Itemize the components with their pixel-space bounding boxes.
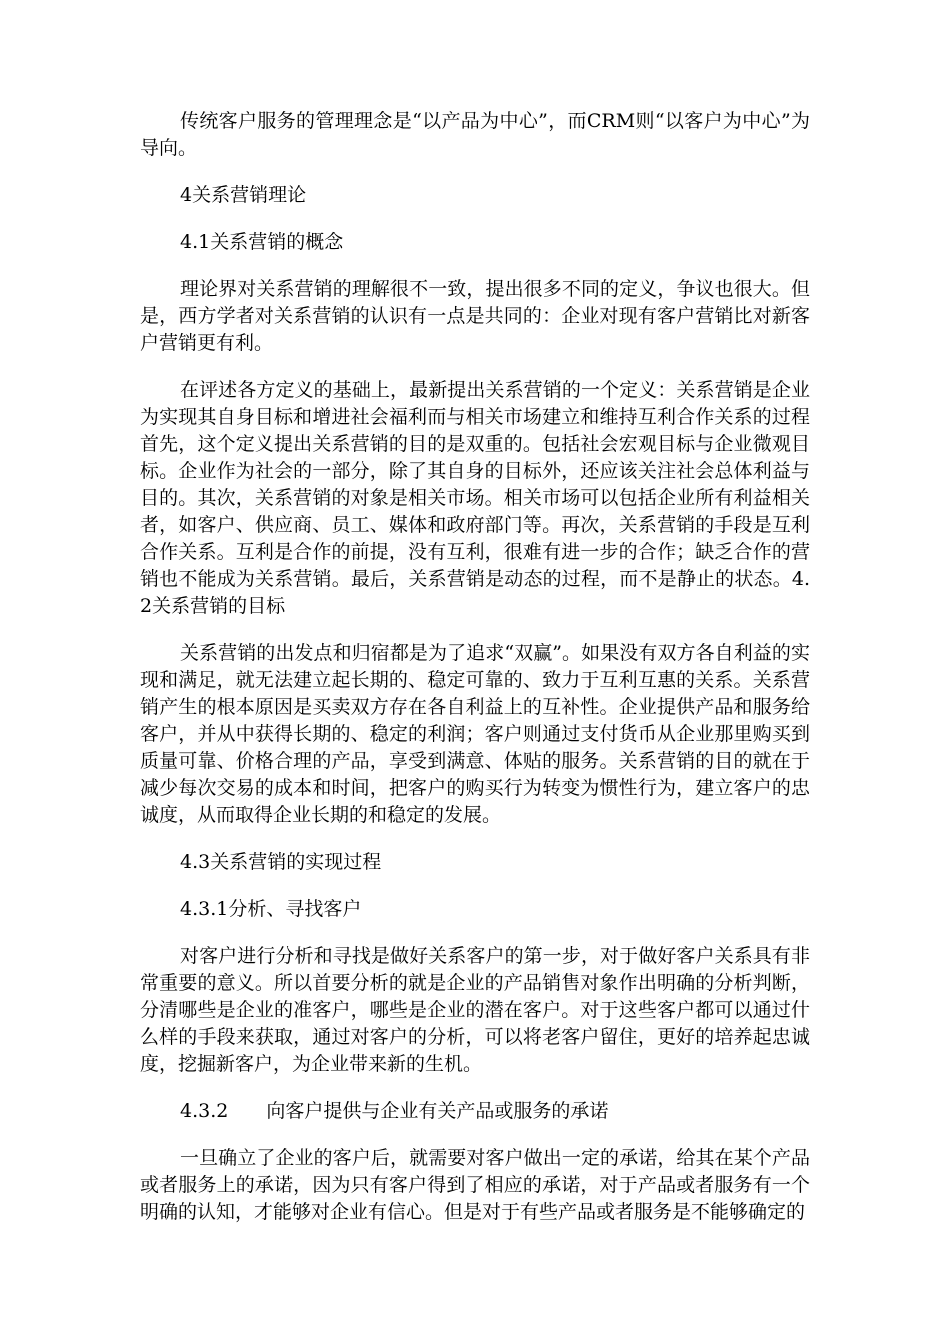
paragraph-win-win: 关系营销的出发点和归宿都是为了追求“双赢”。如果没有双方各自利益的实现和满足，就无法建立起长期的、稳定可靠的、致力于互利互惠的关系。关系营销产生的根本原因是买卖双方存在各自利益上的互补性。企业提供产品和服务给客户，并从中获得长期的、稳定的利润；客户则通过支付货币从企业那里购买到质量可靠、价格合理的产品，享受到满意、体贴的服务。关系营销的目的就在于减少每次交易的成本和时间，把客户的购买行为转变为惯性行为，建立客户的忠诚度，从而取得企业长期的和稳定的发展。 [140,642,810,826]
section-heading-4-1: 4.1关系营销的概念 [180,231,344,253]
section-heading-4-3-1: 4.3.1分析、寻找客户 [180,898,362,920]
section-heading-4: 4关系营销理论 [180,184,307,206]
paragraph-analyze-customers: 对客户进行分析和寻找是做好关系客户的第一步，对于做好客户关系具有非常重要的意义。所以首要分析的就是企业的产品销售对象作出明确的分析判断，分清哪些是企业的准客户，哪些是企业的潜在客户。对于这些客户都可以通过什么样的手段来获取，通过对客户的分析，可以将老客户留住，更好的培养起忠诚度，挖掘新客户，为企业带来新的生机。 [140,945,810,1075]
section-heading-4-3: 4.3关系营销的实现过程 [180,851,382,873]
paragraph-new-definition: 在评述各方定义的基础上，最新提出关系营销的一个定义：关系营销是企业为实现其自身目标和增进社会福利而与相关市场建立和维持互利合作关系的过程首先，这个定义提出关系营销的目的是双重的。包括社会宏观目标与企业微观目标。企业作为社会的一部分，除了其自身的目标外，还应该关注社会总体利益与目的。其次，关系营销的对象是相关市场。相关市场可以包括企业所有利益相关者，如客户、供应商、员工、媒体和政府部门等。再次，关系营销的手段是互利合作关系。互利是合作的前提，没有互利，很难有进一步的合作；缺乏合作的营销也不能成为关系营销。最后，关系营销是动态的过程，而不是静止的状态。4.2关系营销的目标 [140,379,810,617]
document-body [140,108,810,1246]
paragraph-definition-dispute: 理论界对关系营销的理解很不一致，提出很多不同的定义，争议也很大。但是，西方学者对关系营销的认识有一点是共同的：企业对现有客户营销比对新客户营销更有利。 [140,278,810,354]
paragraph-commitment: 一旦确立了企业的客户后，就需要对客户做出一定的承诺，给其在某个产品或者服务上的承诺，因为只有客户得到了相应的承诺，对于产品或者服务有一个明确的认知，才能够对企业有信心。但是对于有些产品或者服务是不能够确定的 [140,1147,810,1223]
paragraph-crm-orientation: 传统客户服务的管理理念是“以产品为中心”，而CRM则“以客户为中心”为导向。 [140,110,810,159]
section-heading-4-3-2: 4.3.2 向客户提供与企业有关产品或服务的承诺 [180,1100,609,1122]
